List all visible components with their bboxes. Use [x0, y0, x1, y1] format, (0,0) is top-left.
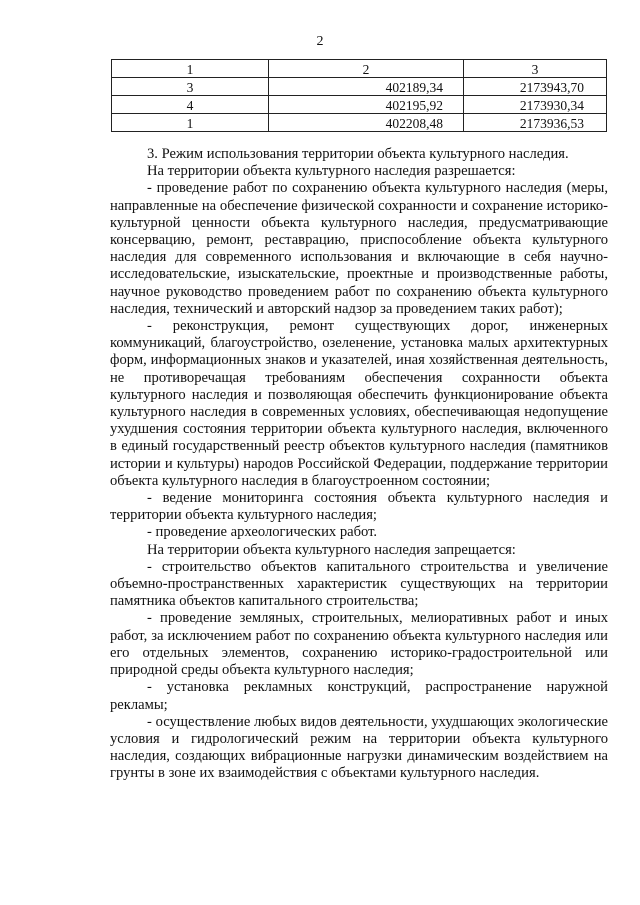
- table-header-cell: 3: [464, 60, 607, 78]
- paragraph-prohibited-item: - проведение земляных, строительных, мелиоративных работ и иных работ, за исключением работ по сохранению объекта культурного наследия или его отдельных элементов, сохранению историко-градостроительной или природной среды объекта культурного наследия;: [110, 610, 608, 679]
- paragraph-permitted-item: - реконструкция, ремонт существующих дорог, инженерных коммуникаций, благоустройство, озеленение, установка малых архитектурных форм, информационных знаков и указателей, иная хозяйственная деятельность, не противоречащая требованиям обеспечения сохранности объекта культурного наследия и позволяющая обеспечить функционирование объекта культурного наследия в современных условиях, обеспечивающая недопущение ухудшения состояния территории объекта культурного наследия, включенного в единый государственный реестр объектов культурного наследия (памятников истории и культуры) народов Российской Федерации, поддержание территории объекта культурного наследия в благоустроенном состоянии;: [110, 318, 608, 489]
- paragraph-permitted-intro: На территории объекта культурного наследия разрешается:: [147, 163, 516, 180]
- table-header-cell: 1: [112, 60, 269, 78]
- y-coordinate-cell: 2173930,34: [464, 96, 607, 114]
- paragraph-prohibited-item: - строительство объектов капитального строительства и увеличение объемно-пространственных характеристик существующих на территории памятника объектов капитального строительства;: [110, 558, 608, 610]
- paragraph-permitted-item: - проведение работ по сохранению объекта культурного наследия (меры, направленные на обеспечение физической сохранности и сохранение историко-культурной ценности объекта культурного наследия, предусматривающие консервацию, ремонт, реставрацию, приспособление объекта культурного наследия для современного использования и включающие в себя научно-исследовательские, изыскательские, проектные и производственные работы, научное руководство проведением работ по сохранению объекта культурного наследия, технический и авторский надзор за проведением таких работ);: [110, 180, 608, 317]
- point-number-cell: 1: [112, 114, 269, 132]
- y-coordinate-cell: 2173943,70: [464, 78, 607, 96]
- document-body: [110, 146, 608, 783]
- point-number-cell: 4: [112, 96, 269, 114]
- y-coordinate-cell: 2173936,53: [464, 114, 607, 132]
- paragraph-prohibited-item: - осуществление любых видов деятельности, ухудшающих экологические условия и гидрологический режим на территории объекта культурного наследия, создающих вибрационные нагрузки динамическим воздействием на грунты в зоне их взаимодействия с объектами культурного наследия.: [110, 713, 608, 782]
- table-header-row: [112, 60, 607, 78]
- page-number: 2: [316, 34, 324, 49]
- paragraph-prohibited-intro: На территории объекта культурного наследия запрещается:: [147, 541, 516, 558]
- table-row: [112, 96, 607, 114]
- paragraph-permitted-item: - ведение мониторинга состояния объекта культурного наследия и территории объекта культурного наследия;: [110, 490, 608, 524]
- coordinates-table: [111, 59, 607, 132]
- x-coordinate-cell: 402195,92: [269, 96, 464, 114]
- table-header-cell: 2: [269, 60, 464, 78]
- table-row: [112, 114, 607, 132]
- x-coordinate-cell: 402208,48: [269, 114, 464, 132]
- table-row: [112, 78, 607, 96]
- x-coordinate-cell: 402189,34: [269, 78, 464, 96]
- point-number-cell: 3: [112, 78, 269, 96]
- paragraph-permitted-item: - проведение археологических работ.: [147, 524, 378, 541]
- section-heading: 3. Режим использования территории объекта культурного наследия.: [147, 146, 569, 162]
- paragraph-prohibited-item: - установка рекламных конструкций, распространение наружной рекламы;: [110, 679, 608, 713]
